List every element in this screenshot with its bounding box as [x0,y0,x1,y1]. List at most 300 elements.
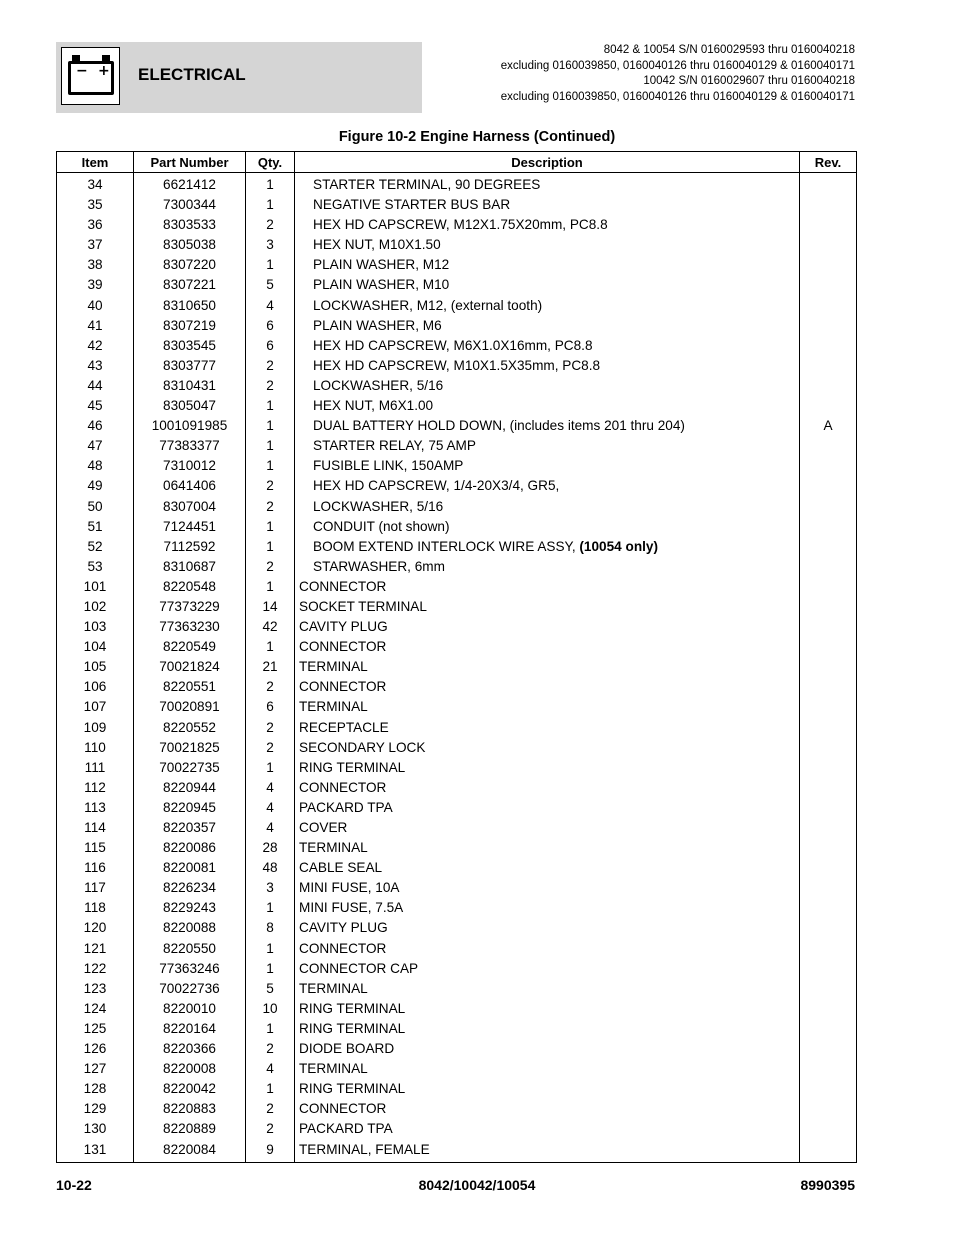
description-text: STARTER TERMINAL, 90 DEGREES [313,177,541,192]
part-number-cell: 8220086 [134,838,246,858]
description-cell [295,858,800,878]
table-row [57,637,857,657]
document-number: 8990395 [800,1177,855,1193]
description-text: LOCKWASHER, 5/16 [313,498,444,514]
description-cell [295,718,800,738]
page-number: 10-22 [56,1177,92,1193]
part-number-cell: 8220084 [134,1140,246,1163]
item-cell: 53 [57,557,134,577]
rev-cell [800,1119,857,1139]
rev-cell [800,215,857,235]
rev-cell [800,577,857,597]
item-cell: 45 [57,396,134,416]
description-text: MINI FUSE, 10A [299,880,400,896]
part-number-cell: 8303777 [134,356,246,376]
qty-cell: 6 [246,316,295,336]
item-cell: 40 [57,296,134,316]
description-cell [295,235,800,255]
description-text: NEGATIVE STARTER BUS BAR [313,197,511,213]
description-text: HEX HD CAPSCREW, M12X1.75X20mm, PC8.8 [313,217,608,233]
item-cell: 118 [57,898,134,918]
item-cell: 117 [57,878,134,898]
serial-line: excluding 0160039850, 0160040126 thru 0160040129 & 0160040171 [500,90,855,103]
description-text: PLAIN WASHER, M12 [313,257,450,273]
description-text: RECEPTACLE [299,719,389,735]
qty-cell: 3 [246,235,295,255]
part-number-cell: 0641406 [134,476,246,496]
qty-cell: 1 [246,577,295,597]
rev-cell [800,497,857,517]
item-cell: 109 [57,718,134,738]
description-text: TERMINAL [299,699,368,715]
item-cell: 120 [57,918,134,938]
qty-cell: 1 [246,1079,295,1099]
table-row [57,436,857,456]
description-text: CONNECTOR [299,679,387,695]
item-cell: 41 [57,316,134,336]
description-cell [295,173,800,196]
qty-cell: 4 [246,778,295,798]
table-row [57,215,857,235]
part-number-cell: 8220945 [134,798,246,818]
part-number-cell: 8305047 [134,396,246,416]
qty-cell: 9 [246,1140,295,1163]
qty-cell: 3 [246,878,295,898]
description-cell [295,959,800,979]
rev-cell [800,999,857,1019]
qty-cell: 2 [246,677,295,697]
description-text: CONNECTOR [299,1101,387,1117]
rev-cell: A [800,416,857,436]
description-cell [295,818,800,838]
table-row [57,336,857,356]
description-cell [295,939,800,959]
description-text: PACKARD TPA [299,799,393,815]
qty-cell: 14 [246,597,295,617]
item-cell: 102 [57,597,134,617]
part-number-cell: 7112592 [134,537,246,557]
description-text: DIODE BOARD [299,1041,395,1057]
description-cell [295,517,800,537]
qty-cell: 1 [246,959,295,979]
rev-cell [800,1019,857,1039]
description-cell [295,1059,800,1079]
part-number-cell: 77373229 [134,597,246,617]
qty-cell: 1 [246,416,295,436]
description-cell [295,336,800,356]
item-cell: 124 [57,999,134,1019]
description-cell [295,255,800,275]
description-cell [295,1140,800,1163]
description-cell [295,898,800,918]
rev-cell [800,778,857,798]
qty-cell: 2 [246,215,295,235]
description-note: (10054 only) [579,538,658,554]
part-number-cell: 6621412 [134,173,246,196]
part-number-cell: 8220008 [134,1059,246,1079]
table-row [57,356,857,376]
part-number-cell: 8307221 [134,275,246,295]
description-text: TERMINAL [299,659,368,675]
table-row [57,1019,857,1039]
description-cell [295,275,800,295]
description-cell [295,476,800,496]
column-header-description: Description [295,152,800,173]
rev-cell [800,336,857,356]
table-row [57,677,857,697]
qty-cell: 4 [246,1059,295,1079]
table-row [57,838,857,858]
description-cell [295,557,800,577]
description-text: HEX HD CAPSCREW, M6X1.0X16mm, PC8.8 [313,337,593,353]
item-cell: 110 [57,738,134,758]
item-cell: 112 [57,778,134,798]
description-text: LOCKWASHER, M12, (external tooth) [313,297,543,313]
table-row [57,959,857,979]
description-cell [295,798,800,818]
qty-cell: 8 [246,918,295,938]
description-cell [295,918,800,938]
battery-icon: − + [61,47,120,105]
description-cell [295,296,800,316]
part-number-cell: 8220883 [134,1099,246,1119]
qty-cell: 1 [246,255,295,275]
qty-cell: 5 [246,275,295,295]
description-cell [295,195,800,215]
description-cell [295,778,800,798]
item-cell: 107 [57,697,134,717]
table-row [57,798,857,818]
rev-cell [800,356,857,376]
rev-cell [800,597,857,617]
description-cell [295,1119,800,1139]
item-cell: 44 [57,376,134,396]
part-number-cell: 8220551 [134,677,246,697]
serial-line: 8042 & 10054 S/N 0160029593 thru 0160040218 [603,44,855,56]
description-cell [295,356,800,376]
item-cell: 113 [57,798,134,818]
table-row [57,476,857,496]
item-cell: 51 [57,517,134,537]
column-header-part-number: Part Number [134,152,246,173]
qty-cell: 1 [246,537,295,557]
item-cell: 130 [57,1119,134,1139]
description-text: CONNECTOR [299,779,387,795]
description-text: TERMINAL [299,840,368,856]
rev-cell [800,173,857,196]
table-row [57,778,857,798]
description-text: DUAL BATTERY HOLD DOWN, (includes items 201 thru 204) [313,418,685,434]
item-cell: 48 [57,456,134,476]
rev-cell [800,677,857,697]
description-cell [295,376,800,396]
rev-cell [800,316,857,336]
part-number-cell: 8220088 [134,918,246,938]
part-number-cell: 7300344 [134,195,246,215]
table-row [57,396,857,416]
part-number-cell: 8310431 [134,376,246,396]
rev-cell [800,296,857,316]
qty-cell: 1 [246,396,295,416]
rev-cell [800,557,857,577]
description-cell [295,1079,800,1099]
part-number-cell: 7124451 [134,517,246,537]
qty-cell: 1 [246,456,295,476]
description-cell [295,738,800,758]
description-cell [295,436,800,456]
part-number-cell: 77363246 [134,959,246,979]
item-cell: 131 [57,1140,134,1163]
description-cell [295,999,800,1019]
part-number-cell: 8220010 [134,999,246,1019]
figure-title: Figure 10-2 Engine Harness (Continued) [338,129,616,145]
description-cell [295,1019,800,1039]
table-row [57,858,857,878]
item-cell: 37 [57,235,134,255]
qty-cell: 5 [246,979,295,999]
qty-cell: 10 [246,999,295,1019]
part-number-cell: 8310687 [134,557,246,577]
part-number-cell: 8307219 [134,316,246,336]
table-row [57,878,857,898]
section-header [56,42,422,113]
item-cell: 36 [57,215,134,235]
rev-cell [800,898,857,918]
qty-cell: 1 [246,758,295,778]
part-number-cell: 8220889 [134,1119,246,1139]
description-text: HEX HD CAPSCREW, M10X1.5X35mm, PC8.8 [313,357,601,373]
rev-cell [800,617,857,637]
table-row [57,517,857,537]
qty-cell: 2 [246,497,295,517]
rev-cell [800,939,857,959]
description-text: PACKARD TPA [299,1121,393,1137]
description-cell [295,416,800,436]
part-number-cell: 8220550 [134,939,246,959]
table-row [57,235,857,255]
qty-cell: 2 [246,476,295,496]
table-header-row [57,152,857,173]
item-cell: 115 [57,838,134,858]
qty-cell: 6 [246,697,295,717]
rev-cell [800,235,857,255]
part-number-cell: 8226234 [134,878,246,898]
rev-cell [800,798,857,818]
table-row [57,657,857,677]
qty-cell: 1 [246,898,295,918]
table-row [57,255,857,275]
description-cell [295,537,800,557]
qty-cell: 42 [246,617,295,637]
description-cell [295,697,800,717]
table-row [57,275,857,295]
part-number-cell: 8307004 [134,497,246,517]
rev-cell [800,1140,857,1163]
rev-cell [800,878,857,898]
description-text: MINI FUSE, 7.5A [299,900,404,916]
description-text: STARWASHER, 6mm [313,558,445,574]
qty-cell: 1 [246,436,295,456]
rev-cell [800,1099,857,1119]
part-number-cell: 77363230 [134,617,246,637]
description-cell [295,1039,800,1059]
rev-cell [800,195,857,215]
part-number-cell: 70020891 [134,697,246,717]
part-number-cell: 8220042 [134,1079,246,1099]
column-header-qty: Qty. [246,152,295,173]
item-cell: 106 [57,677,134,697]
description-text: SOCKET TERMINAL [299,598,427,614]
item-cell: 111 [57,758,134,778]
table-row [57,173,857,196]
item-cell: 42 [57,336,134,356]
table-row [57,718,857,738]
part-number-cell: 8303533 [134,215,246,235]
description-text: HEX NUT, M10X1.50 [313,237,441,253]
rev-cell [800,537,857,557]
description-text: TERMINAL [299,980,368,996]
rev-cell [800,255,857,275]
qty-cell: 2 [246,557,295,577]
item-cell: 125 [57,1019,134,1039]
item-cell: 50 [57,497,134,517]
table-row [57,416,857,436]
table-row [57,1099,857,1119]
description-cell [295,1099,800,1119]
table-row [57,296,857,316]
description-cell [295,396,800,416]
part-number-cell: 77383377 [134,436,246,456]
rev-cell [800,1059,857,1079]
table-row [57,818,857,838]
item-cell: 114 [57,818,134,838]
rev-cell [800,758,857,778]
qty-cell: 6 [246,336,295,356]
qty-cell: 2 [246,718,295,738]
item-cell: 43 [57,356,134,376]
item-cell: 126 [57,1039,134,1059]
rev-cell [800,858,857,878]
part-number-cell: 70022735 [134,758,246,778]
item-cell: 52 [57,537,134,557]
description-cell [295,979,800,999]
description-text: TERMINAL [299,1061,368,1077]
qty-cell: 2 [246,1119,295,1139]
description-text: CAVITY PLUG [299,920,388,936]
rev-cell [800,637,857,657]
section-title: ELECTRICAL [138,65,246,84]
qty-cell: 2 [246,1039,295,1059]
description-text: PLAIN WASHER, M10 [313,277,450,293]
description-cell [295,577,800,597]
part-number-cell: 70022736 [134,979,246,999]
description-cell [295,758,800,778]
parts-table [56,151,857,1163]
part-number-cell: 8220357 [134,818,246,838]
part-number-cell: 8307220 [134,255,246,275]
rev-cell [800,818,857,838]
table-row [57,1140,857,1163]
description-cell [295,597,800,617]
serial-line: excluding 0160039850, 0160040126 thru 0160040129 & 0160040171 [500,59,855,72]
qty-cell: 2 [246,356,295,376]
table-row [57,537,857,557]
rev-cell [800,979,857,999]
column-header-rev: Rev. [800,152,857,173]
qty-cell: 2 [246,738,295,758]
description-text: CONNECTOR CAP [299,960,419,976]
rev-cell [800,918,857,938]
serial-info [501,43,855,105]
item-cell: 116 [57,858,134,878]
table-row [57,697,857,717]
qty-cell: 1 [246,517,295,537]
table-row [57,758,857,778]
item-cell: 46 [57,416,134,436]
rev-cell [800,738,857,758]
table-row [57,939,857,959]
table-row [57,1079,857,1099]
description-text: TERMINAL, FEMALE [299,1141,430,1157]
table-row [57,195,857,215]
item-cell: 127 [57,1059,134,1079]
qty-cell: 4 [246,296,295,316]
description-cell [295,838,800,858]
rev-cell [800,517,857,537]
part-number-cell: 7310012 [134,456,246,476]
item-cell: 47 [57,436,134,456]
table-row [57,979,857,999]
table-row [57,617,857,637]
table-row [57,999,857,1019]
description-text: LOCKWASHER, 5/16 [313,377,444,393]
rev-cell [800,1079,857,1099]
item-cell: 38 [57,255,134,275]
qty-cell: 2 [246,376,295,396]
qty-cell: 1 [246,173,295,196]
item-cell: 35 [57,195,134,215]
table-row [57,557,857,577]
description-text: CONDUIT (not shown) [313,518,450,534]
description-text: SECONDARY LOCK [299,739,426,755]
table-row [57,597,857,617]
rev-cell [800,396,857,416]
part-number-cell: 8220944 [134,778,246,798]
rev-cell [800,838,857,858]
description-text: STARTER RELAY, 75 AMP [313,438,476,454]
part-number-cell: 8220548 [134,577,246,597]
rev-cell [800,718,857,738]
description-cell [295,617,800,637]
description-text: BOOM EXTEND INTERLOCK WIRE ASSY, [313,538,580,554]
table-row [57,1059,857,1079]
description-text: FUSIBLE LINK, 150AMP [313,458,464,474]
qty-cell: 1 [246,637,295,657]
part-number-cell: 8310650 [134,296,246,316]
description-text: HEX NUT, M6X1.00 [313,398,434,414]
description-text: COVER [299,820,348,835]
qty-cell: 28 [246,838,295,858]
description-text: RING TERMINAL [299,1020,406,1036]
table-row [57,1039,857,1059]
table-row [57,577,857,597]
rev-cell [800,1039,857,1059]
item-cell: 129 [57,1099,134,1119]
rev-cell [800,476,857,496]
item-cell: 122 [57,959,134,979]
part-number-cell: 70021825 [134,738,246,758]
item-cell: 104 [57,637,134,657]
